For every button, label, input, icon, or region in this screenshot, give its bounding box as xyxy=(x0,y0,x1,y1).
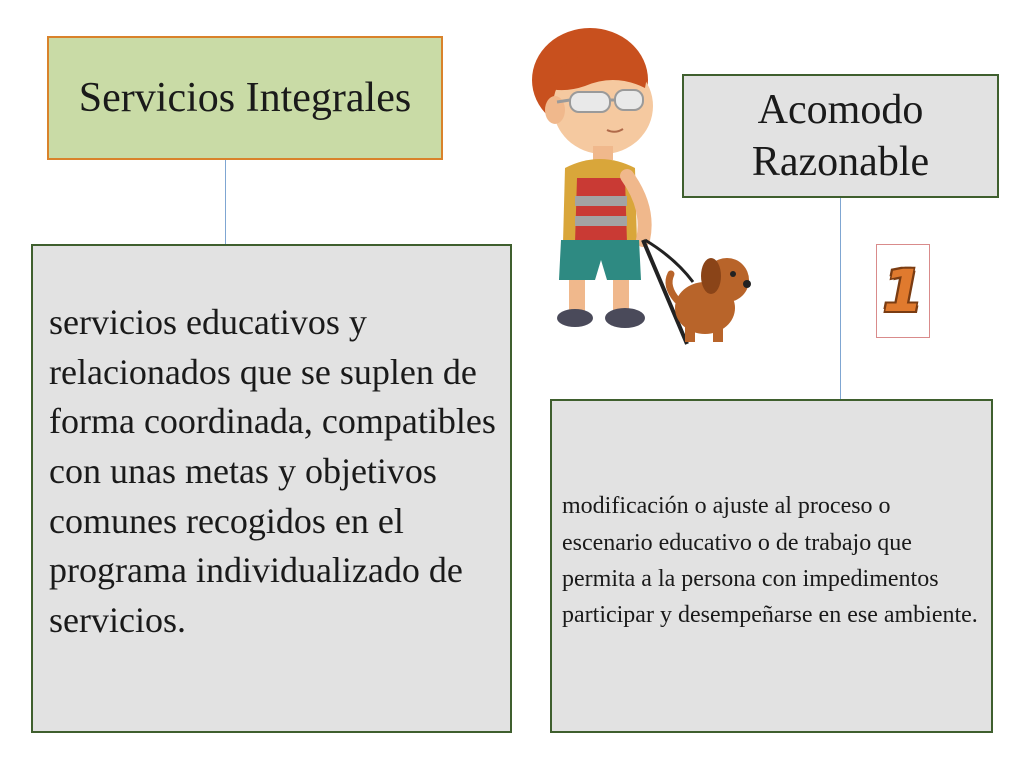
left-connector-line xyxy=(225,160,226,244)
number-one-badge: 1 xyxy=(876,244,930,338)
servicios-integrales-title xyxy=(47,36,443,160)
servicios-integrales-description xyxy=(31,244,512,733)
acomodo-razonable-description xyxy=(550,399,993,733)
right-connector-line xyxy=(840,198,841,399)
acomodo-razonable-title-line1: Acomodo xyxy=(757,86,924,133)
servicios-integrales-description-text: servicios educativos y relacionados que se suplen de forma coordinada, compatibles con unas metas y objetivos comunes recogidos en el programa individualizado de servicios. xyxy=(49,302,496,641)
blind-boy-with-guide-dog-icon xyxy=(515,18,755,348)
servicios-integrales-title-text: Servicios Integrales xyxy=(78,75,412,121)
acomodo-razonable-title-line2: Razonable xyxy=(751,139,930,185)
acomodo-razonable-description-text: modificación o ajuste al proceso o escenario educativo o de trabajo que permita a la persona con impedimentos participar y desempeñarse en ese ambiente. xyxy=(562,493,978,629)
